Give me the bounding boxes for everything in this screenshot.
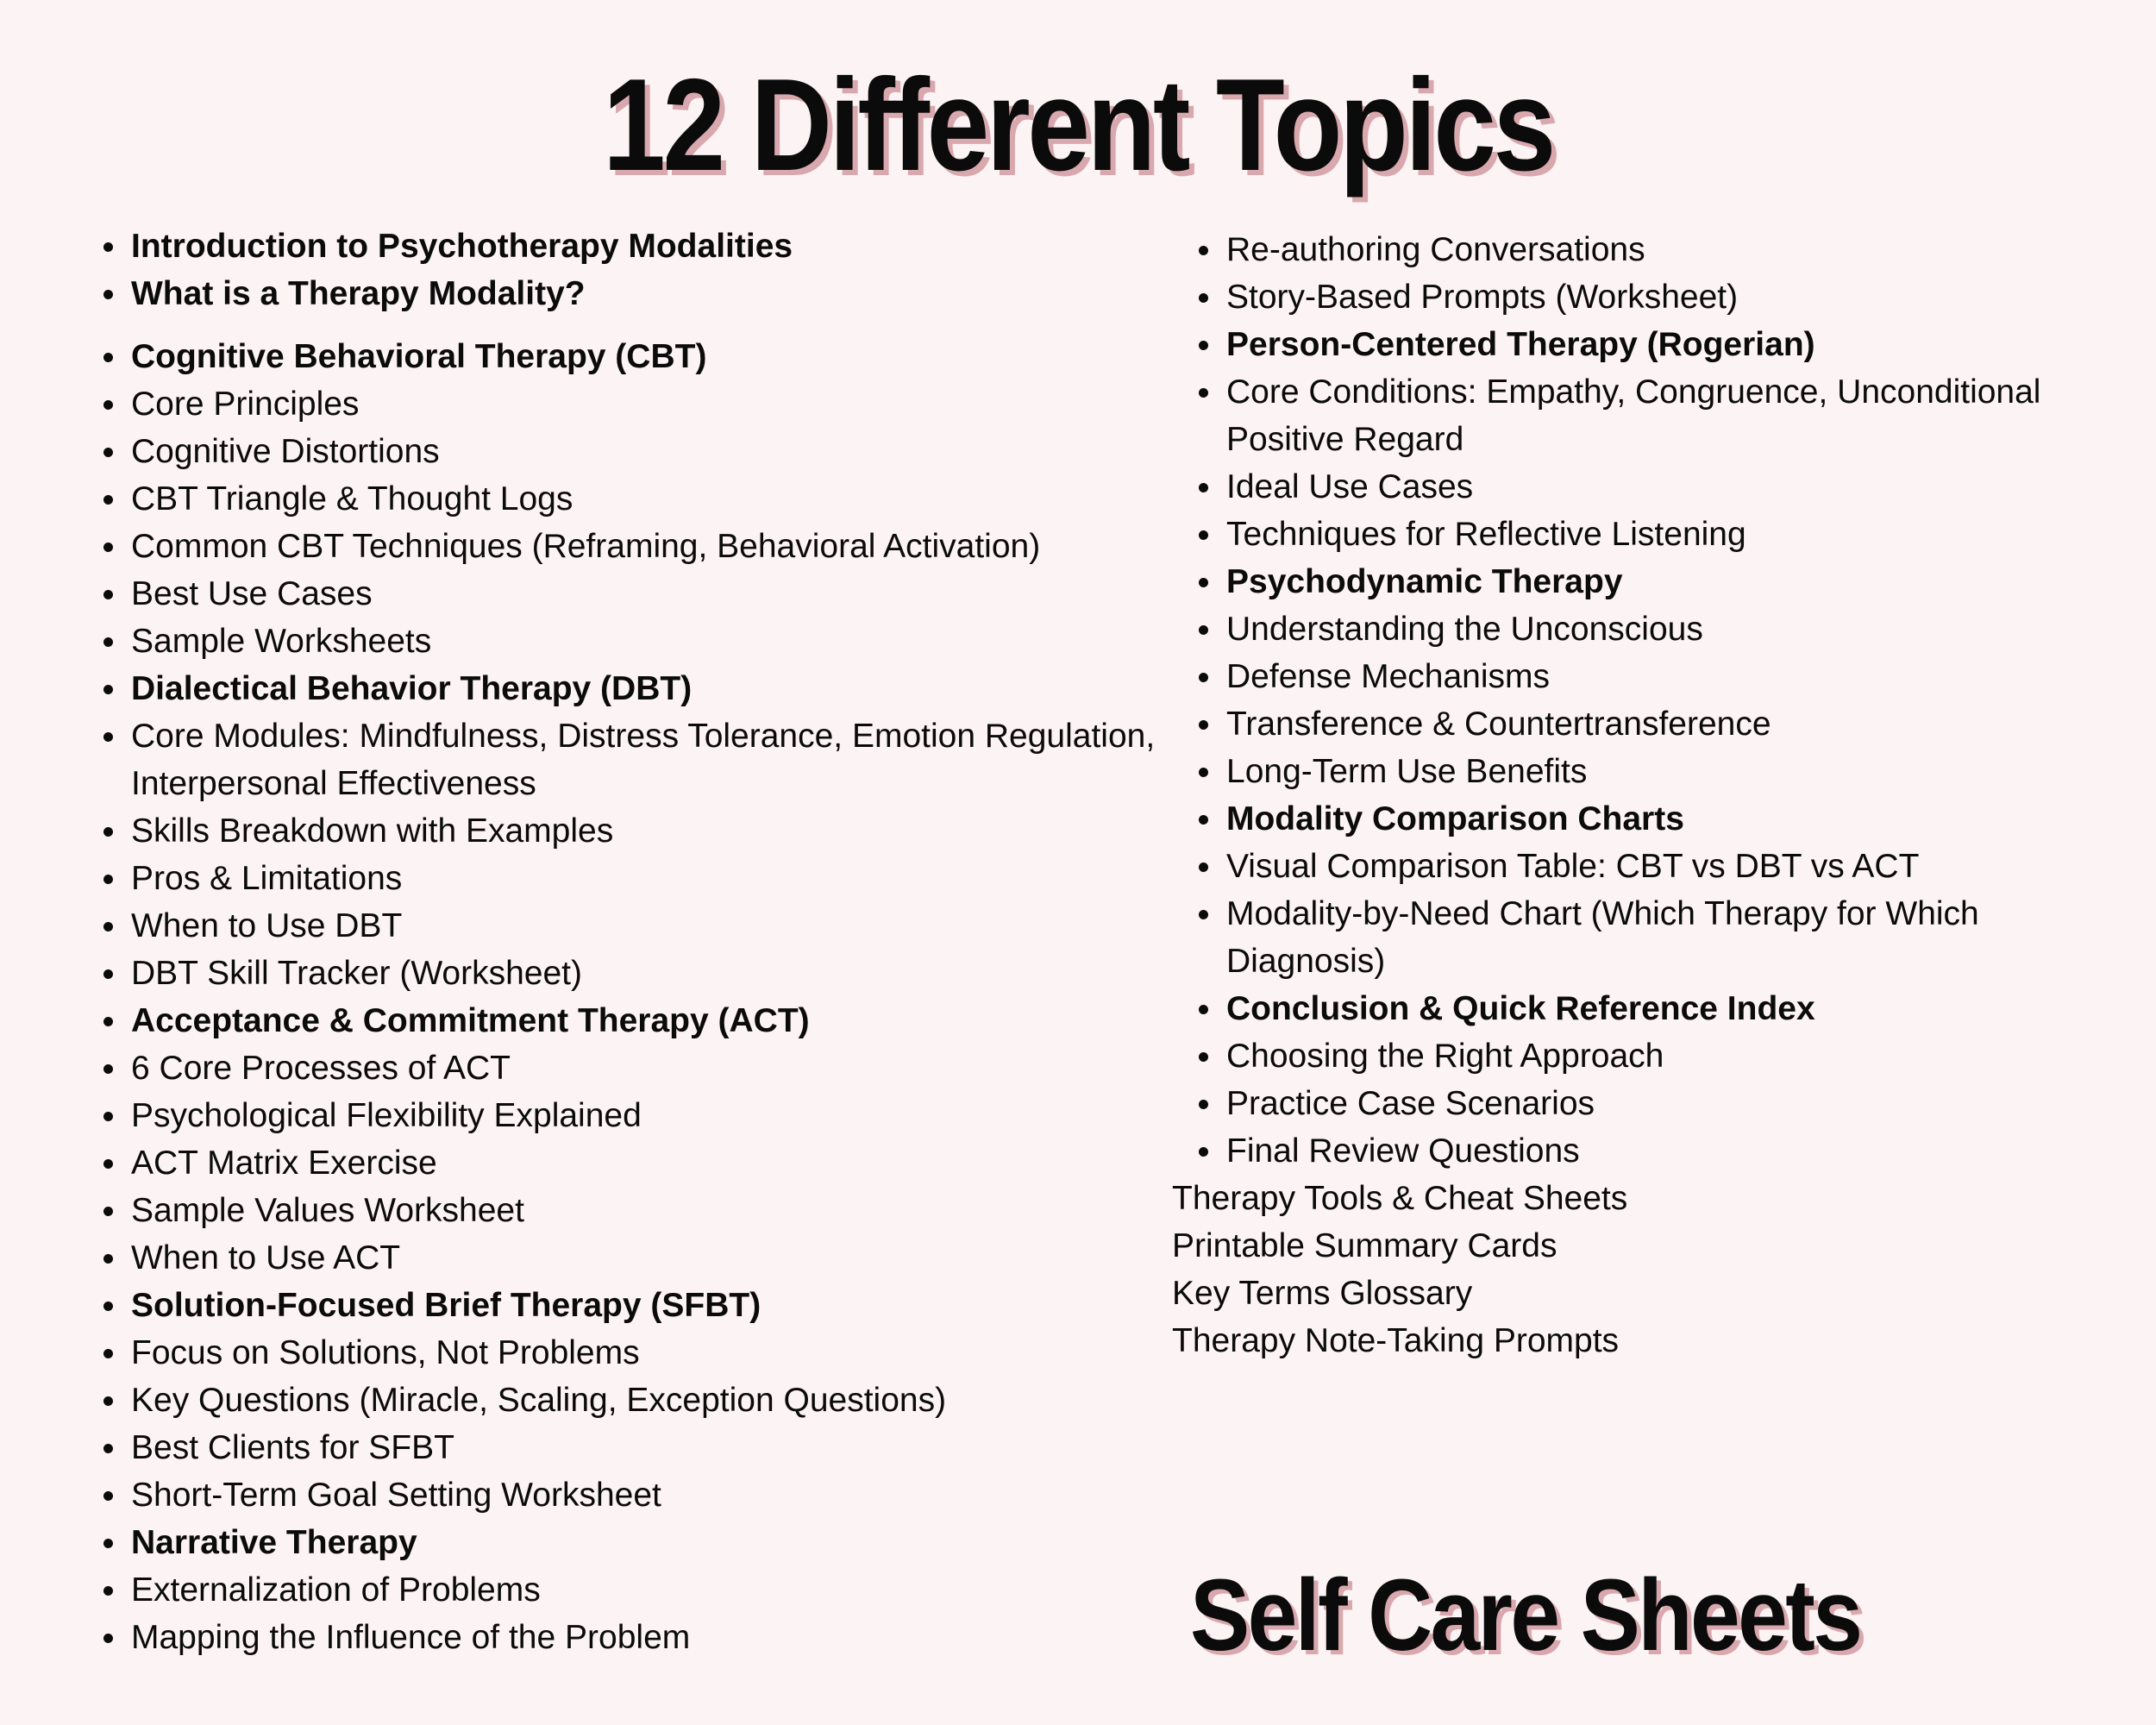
list-item: Techniques for Reflective Listening [1197, 511, 2128, 558]
list-item: Final Review Questions [1197, 1127, 2128, 1175]
list-item: Long-Term Use Benefits [1197, 748, 2128, 795]
list-item: Therapy Note-Taking Prompts [1172, 1322, 1620, 1359]
list-item: Conclusion & Quick Reference Index [1197, 985, 2128, 1032]
list-item: Dialectical Behavior Therapy (DBT) [102, 665, 1171, 712]
list-item: Re-authoring Conversations [1197, 226, 2128, 273]
list-item: DBT Skill Tracker (Worksheet) [102, 950, 1171, 997]
list-item: What is a Therapy Modality? [102, 270, 1171, 317]
list-item: When to Use ACT [102, 1234, 1171, 1282]
list-item: Cognitive Distortions [102, 428, 1171, 475]
list-item: Defense Mechanisms [1197, 653, 2128, 700]
list-item: Understanding the Unconscious [1197, 605, 2128, 653]
list-item: Sample Values Worksheet [102, 1187, 1171, 1234]
list-item: Focus on Solutions, Not Problems [102, 1329, 1171, 1377]
list-item: Best Use Cases [102, 570, 1171, 618]
list-item: Sample Worksheets [102, 618, 1171, 665]
topic-list-right [1172, 226, 2128, 1364]
list-item: Best Clients for SFBT [102, 1424, 1171, 1471]
list-item: Narrative Therapy [102, 1519, 1171, 1566]
page-title: 12 Different Topics [603, 52, 1553, 198]
list-item: Psychological Flexibility Explained [102, 1092, 1171, 1139]
list-item: Pros & Limitations [102, 855, 1171, 902]
list-item: Key Questions (Miracle, Scaling, Exception Questions) [102, 1377, 1171, 1424]
list-item: Visual Comparison Table: CBT vs DBT vs ACT [1197, 843, 2128, 890]
list-item: Core Modules: Mindfulness, Distress Tolerance, Emotion Regulation, Interpersonal Effectiveness [102, 712, 1171, 807]
list-item: Printable Summary Cards [1172, 1227, 1557, 1264]
list-item: Practice Case Scenarios [1197, 1080, 2128, 1127]
list-item: Mapping the Influence of the Problem [102, 1614, 1171, 1661]
list-item: Key Terms Glossary [1172, 1275, 1473, 1312]
list-item: Psychodynamic Therapy [1197, 558, 2128, 605]
list-item: Story-Based Prompts (Worksheet) [1197, 273, 2128, 321]
list-item: Cognitive Behavioral Therapy (CBT) [102, 333, 1171, 380]
list-item: Modality-by-Need Chart (Which Therapy for Which Diagnosis) [1197, 890, 2128, 985]
brand-logo-text: Self Care Sheets [1190, 1559, 1861, 1672]
list-item: CBT Triangle & Thought Logs [102, 475, 1171, 523]
list-item: Transference & Countertransference [1197, 700, 2128, 748]
list-item: Introduction to Psychotherapy Modalities [102, 223, 1171, 270]
list-item: Person-Centered Therapy (Rogerian) [1197, 321, 2128, 368]
list-item: Modality Comparison Charts [1197, 795, 2128, 843]
list-item: When to Use DBT [102, 902, 1171, 950]
list-item: Acceptance & Commitment Therapy (ACT) [102, 997, 1171, 1044]
list-item: Therapy Tools & Cheat Sheets [1172, 1180, 1628, 1217]
list-item: Skills Breakdown with Examples [102, 807, 1171, 855]
list-item: Core Principles [102, 380, 1171, 428]
list-item: Solution-Focused Brief Therapy (SFBT) [102, 1282, 1171, 1329]
list-item: Ideal Use Cases [1197, 463, 2128, 511]
list-item: Choosing the Right Approach [1197, 1032, 2128, 1080]
topic-list-left [102, 223, 1171, 1661]
list-item: Common CBT Techniques (Reframing, Behavioral Activation) [102, 523, 1171, 570]
list-item: Short-Term Goal Setting Worksheet [102, 1471, 1171, 1519]
list-item: Core Conditions: Empathy, Congruence, Unconditional Positive Regard [1197, 368, 2128, 463]
list-item: Externalization of Problems [102, 1566, 1171, 1614]
list-item: ACT Matrix Exercise [102, 1139, 1171, 1187]
list-item: 6 Core Processes of ACT [102, 1044, 1171, 1092]
